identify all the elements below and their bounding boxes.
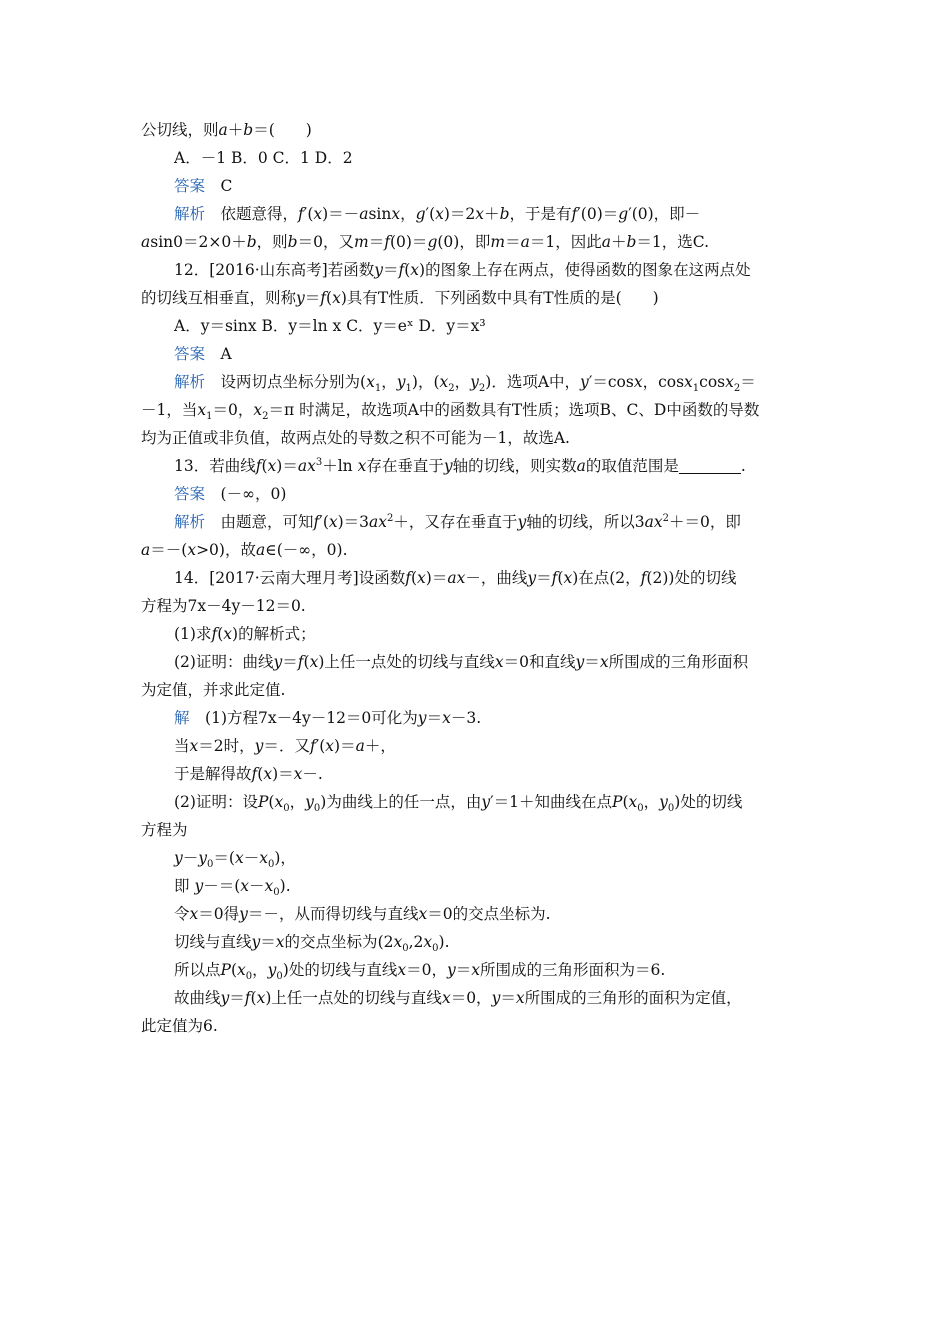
- q14-part2-line1: (2)证明：曲线y＝f(x)上任一点处的切线与直线x＝0和直线y＝x所围成的三角形面积: [174, 653, 749, 671]
- q11-stem-tail: 公切线，则a＋b＝( ): [141, 121, 312, 139]
- solution-label: 解: [174, 709, 190, 727]
- q14-part1: (1)求f(x)的解析式；: [174, 625, 316, 643]
- q14-part2-line2: 为定值，并求此定值.: [141, 681, 286, 699]
- q11-answer: 答案 C: [174, 177, 233, 195]
- document-page: [141, 116, 811, 1040]
- analysis-label: 解析: [174, 513, 206, 531]
- q14-solution-line8: 令x＝0得y＝－，从而得切线与直线x＝0的交点坐标为.: [174, 905, 551, 923]
- q12-stem-line2: 的切线互相垂直，则称y＝f(x)具有T性质．下列函数中具有T性质的是( ): [141, 289, 659, 307]
- analysis-label: 解析: [174, 205, 206, 223]
- answer-blank: [679, 459, 741, 474]
- q13-stem: 13．若曲线$f(x)=ax^3+\ln$ x存在垂直于y轴的切线，则实数a的取值范围是 .: [174, 456, 746, 475]
- q13-answer: 答案 (－∞，0): [174, 485, 287, 503]
- q14-solution-line7: 即 $y-=(x-x_0)$.: [174, 877, 291, 899]
- answer-label: 答案: [174, 485, 206, 503]
- analysis-label: 解析: [174, 373, 206, 391]
- q14-solution-line3: 于是解得故f(x)＝x－.: [174, 765, 323, 783]
- q14-solution-line2: 当x＝2时，y＝．又f′(x)＝a＋，: [174, 737, 396, 755]
- q14-stem-line2: 方程为7x－4y－12＝0.: [141, 597, 306, 615]
- q12-analysis-line1: 解析 设两切点坐标分别为($x_1$，$y_1$)，($x_2$，$y_2$)．选项A中，y′＝cosx，cosx$_1$cosx$_2$＝: [174, 373, 756, 395]
- answer-label: 答案: [174, 177, 206, 195]
- q11-options: A．－1 B．0 C．1 D．2: [174, 149, 353, 167]
- q12-analysis-line3: 均为正值或非负值，故两点处的导数之积不可能为－1，故选A.: [141, 429, 570, 447]
- q11-analysis-line1: 解析 依题意得，f′(x)＝－asinx，g′(x)＝2x＋b，于是有f′(0)＝g′(0)，即－: [174, 205, 701, 223]
- q13-analysis-line1: 解析 由题意，可知$f'(x)=3ax^2+$，又存在垂直于y轴的切线，所以$3ax^2+=0$，即: [174, 512, 741, 531]
- q12-analysis-line2: －1，当$x_1=0$，$x_2=\pi$ 时满足，故选项A中的函数具有T性质；选项B、C、D中函数的导数: [141, 401, 760, 423]
- q14-solution-line9: 切线与直线y＝x的交点坐标为$(2x_0,2x_0)$.: [174, 933, 450, 955]
- q11-analysis-line2: asin0＝2×0＋b，则b＝0，又m＝f(0)＝g(0)，即m＝a＝1，因此a＋b＝1，选C.: [141, 233, 710, 251]
- q12-answer: 答案 A: [174, 345, 232, 363]
- q12-stem-line1: 12．[2016·山东高考]若函数y＝f(x)的图象上存在两点，使得函数的图象在这两点处: [174, 261, 751, 279]
- q14-solution-line1: 解 (1)方程7x－4y－12＝0可化为y＝x－3.: [174, 709, 482, 727]
- q14-solution-line11: 故曲线y＝f(x)上任一点处的切线与直线x＝0，y＝x所围成的三角形的面积为定值，: [174, 989, 742, 1007]
- q14-solution-line6: $y-y_0=(x-x_0)$，: [174, 849, 296, 871]
- q14-solution-line5: 方程为: [141, 821, 188, 839]
- q13-analysis-line2: a＝－(x>0)，故a∈(－∞，0).: [141, 541, 348, 559]
- q14-stem-line1: 14．[2017·云南大理月考]设函数f(x)＝ax－，曲线y＝f(x)在点(2，f(2))处的切线: [174, 569, 737, 587]
- answer-label: 答案: [174, 345, 206, 363]
- q14-solution-line12: 此定值为6.: [141, 1017, 218, 1035]
- q14-solution-line4: (2)证明：设$P(x_0$，$y_0$)为曲线上的任一点，由y′＝1＋知曲线在点$P(x_0$，$y_0$)处的切线: [174, 793, 743, 815]
- q12-options: A．y＝sinx B．y＝ln x C．y＝eˣ D．y＝x³: [174, 317, 486, 335]
- q14-solution-line10: 所以点$P(x_0$，$y_0$)处的切线与直线x＝0，y＝x所围成的三角形面积为＝6.: [174, 961, 666, 983]
